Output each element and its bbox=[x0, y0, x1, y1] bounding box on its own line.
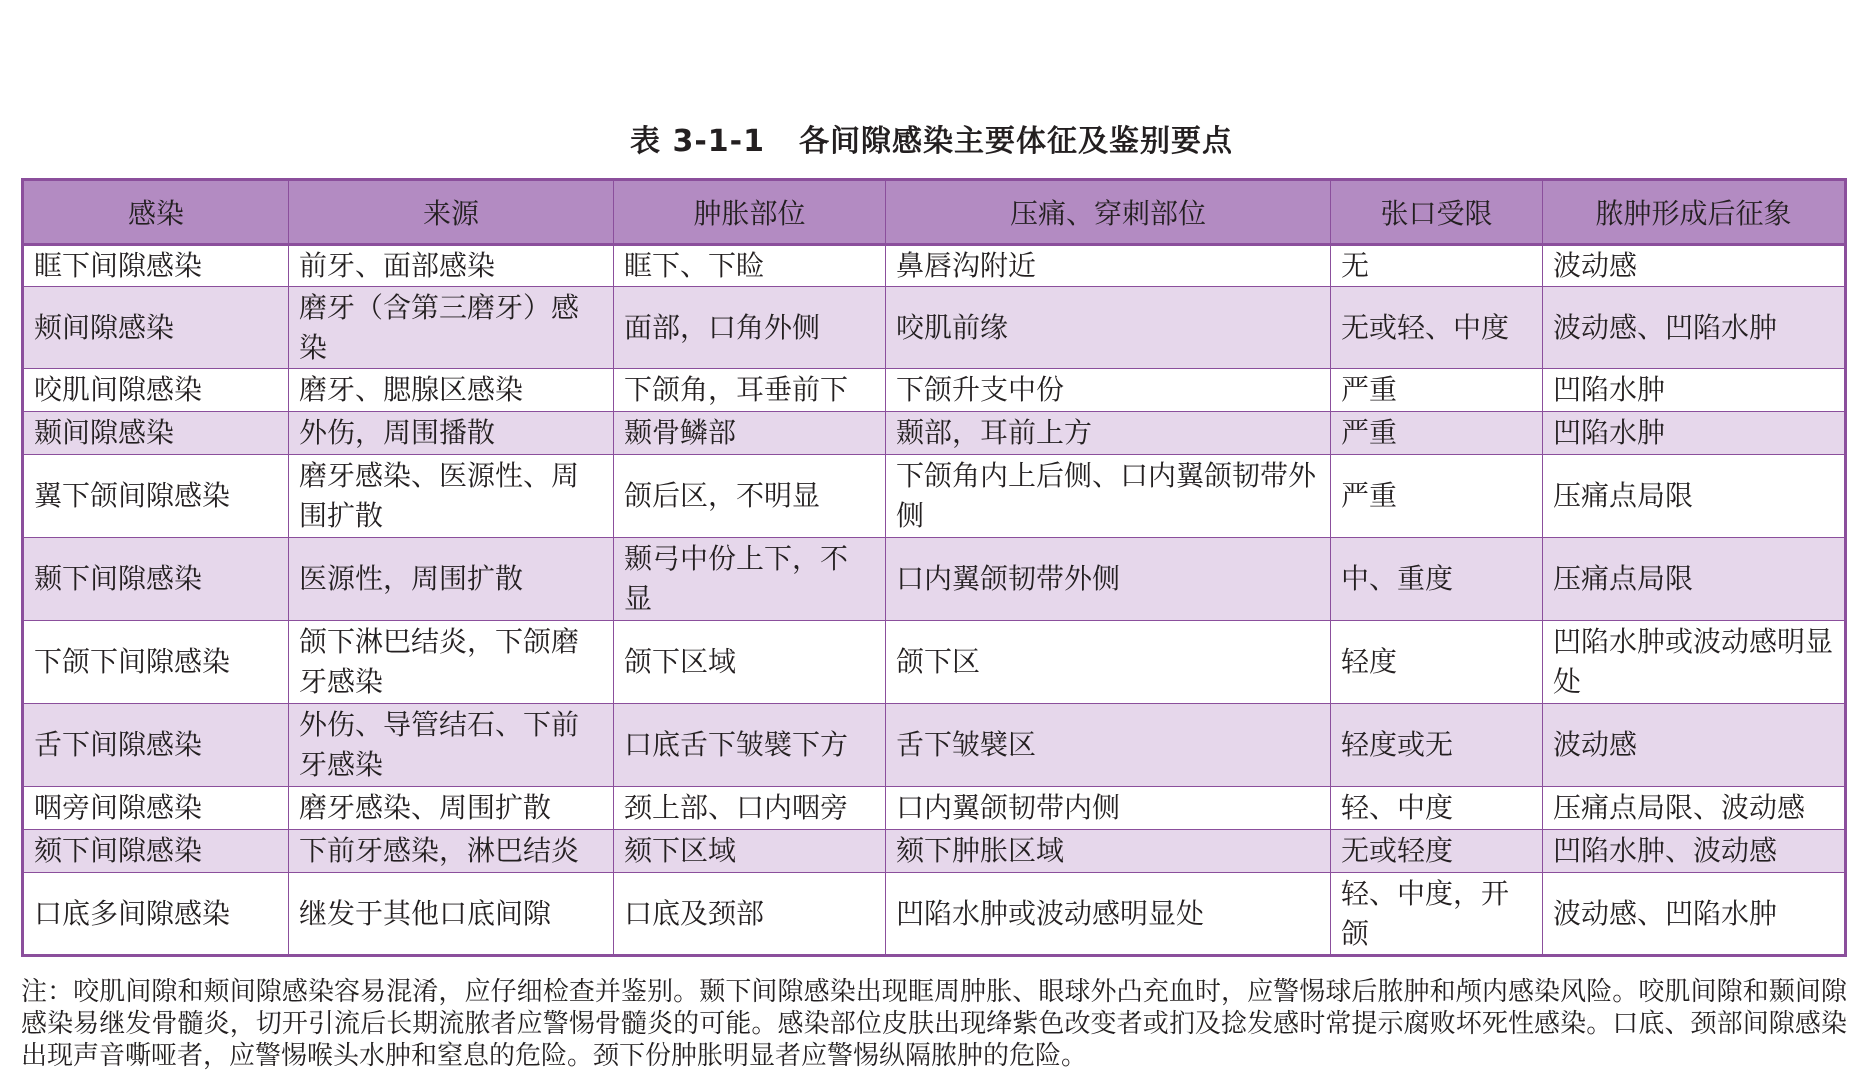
table-cell: 轻、中度 bbox=[1331, 787, 1543, 830]
column-header: 脓肿形成后征象 bbox=[1543, 180, 1846, 245]
table-cell: 颈上部、口内咽旁 bbox=[614, 787, 886, 830]
table-cell: 口底多间隙感染 bbox=[23, 873, 289, 956]
table-cell: 咬肌间隙感染 bbox=[23, 369, 289, 412]
infection-table bbox=[21, 178, 1847, 957]
table-cell: 凹陷水肿 bbox=[1543, 412, 1846, 455]
table-cell: 颌下淋巴结炎，下颌磨牙感染 bbox=[289, 621, 614, 704]
table-cell: 颊间隙感染 bbox=[23, 287, 289, 369]
table-cell: 下颌角，耳垂前下 bbox=[614, 369, 886, 412]
table-cell: 下颌下间隙感染 bbox=[23, 621, 289, 704]
table-cell: 颏下肿胀区域 bbox=[886, 830, 1331, 873]
table-cell: 中、重度 bbox=[1331, 538, 1543, 621]
table-cell: 严重 bbox=[1331, 412, 1543, 455]
table-cell: 严重 bbox=[1331, 455, 1543, 538]
table-cell: 波动感 bbox=[1543, 245, 1846, 287]
table-cell: 颌下区 bbox=[886, 621, 1331, 704]
table-cell: 严重 bbox=[1331, 369, 1543, 412]
table-cell: 颏下区域 bbox=[614, 830, 886, 873]
table-cell: 轻度或无 bbox=[1331, 704, 1543, 787]
table-cell: 磨牙（含第三磨牙）感染 bbox=[289, 287, 614, 369]
table-cell: 凹陷水肿、波动感 bbox=[1543, 830, 1846, 873]
table-cell: 压痛点局限、波动感 bbox=[1543, 787, 1846, 830]
table-cell: 舌下间隙感染 bbox=[23, 704, 289, 787]
table-cell: 口底及颈部 bbox=[614, 873, 886, 956]
table-title bbox=[0, 116, 1863, 160]
table-cell: 颏下间隙感染 bbox=[23, 830, 289, 873]
table-cell: 压痛点局限 bbox=[1543, 455, 1846, 538]
table-cell: 磨牙、腮腺区感染 bbox=[289, 369, 614, 412]
table-number: 表 3-1-1 bbox=[630, 124, 765, 159]
table-cell: 下颌角内上后侧、口内翼颌韧带外侧 bbox=[886, 455, 1331, 538]
table-cell: 磨牙感染、周围扩散 bbox=[289, 787, 614, 830]
table-cell: 口底舌下皱襞下方 bbox=[614, 704, 886, 787]
table-cell: 无或轻度 bbox=[1331, 830, 1543, 873]
table-cell: 波动感、凹陷水肿 bbox=[1543, 873, 1846, 956]
table-footnote: 注：咬肌间隙和颊间隙感染容易混淆，应仔细检查并鉴别。颞下间隙感染出现眶周肿胀、眼球外凸充血时，应警惕球后脓肿和颅内感染风险。咬肌间隙和颞间隙感染易继发骨髓炎，切开引流后长期流脓者应警惕骨髓炎的可能。感染部位皮肤出现绛紫色改变者或扪及捻发感时常提示腐败坏死性感染。口底、颈部间隙感染出现声音嘶哑者，应警惕喉头水肿和窒息的危险。颈下份肿胀明显者应警惕纵隔脓肿的危险。 bbox=[21, 977, 1847, 1071]
column-header: 感染 bbox=[23, 180, 289, 245]
column-header: 压痛、穿刺部位 bbox=[886, 180, 1331, 245]
table-cell: 轻度 bbox=[1331, 621, 1543, 704]
table-row bbox=[23, 787, 1846, 830]
table-title-text: 各间隙感染主要体征及鉴别要点 bbox=[798, 124, 1233, 159]
table-cell: 无或轻、中度 bbox=[1331, 287, 1543, 369]
table-cell: 压痛点局限 bbox=[1543, 538, 1846, 621]
table-cell: 轻、中度，开颌 bbox=[1331, 873, 1543, 956]
table-row bbox=[23, 245, 1846, 287]
table-row bbox=[23, 830, 1846, 873]
table-cell: 颌后区，不明显 bbox=[614, 455, 886, 538]
table-cell: 医源性，周围扩散 bbox=[289, 538, 614, 621]
column-header: 来源 bbox=[289, 180, 614, 245]
table-cell: 颞间隙感染 bbox=[23, 412, 289, 455]
column-header: 张口受限 bbox=[1331, 180, 1543, 245]
table-cell: 眶下间隙感染 bbox=[23, 245, 289, 287]
table-cell: 前牙、面部感染 bbox=[289, 245, 614, 287]
table-row bbox=[23, 369, 1846, 412]
table-row bbox=[23, 873, 1846, 956]
table-row bbox=[23, 538, 1846, 621]
table-cell: 舌下皱襞区 bbox=[886, 704, 1331, 787]
table-cell: 颞骨鳞部 bbox=[614, 412, 886, 455]
table-cell: 外伤，周围播散 bbox=[289, 412, 614, 455]
table-header-row bbox=[23, 180, 1846, 245]
table-cell: 下前牙感染，淋巴结炎 bbox=[289, 830, 614, 873]
table-cell: 口内翼颌韧带内侧 bbox=[886, 787, 1331, 830]
table-cell: 翼下颌间隙感染 bbox=[23, 455, 289, 538]
column-header: 肿胀部位 bbox=[614, 180, 886, 245]
table-cell: 颞弓中份上下，不显 bbox=[614, 538, 886, 621]
table-cell: 继发于其他口底间隙 bbox=[289, 873, 614, 956]
table-row bbox=[23, 455, 1846, 538]
table-cell: 颞下间隙感染 bbox=[23, 538, 289, 621]
table-row bbox=[23, 621, 1846, 704]
table-cell: 波动感 bbox=[1543, 704, 1846, 787]
table-row bbox=[23, 412, 1846, 455]
table-cell: 凹陷水肿 bbox=[1543, 369, 1846, 412]
table-cell: 咬肌前缘 bbox=[886, 287, 1331, 369]
table-row bbox=[23, 287, 1846, 369]
table-row bbox=[23, 704, 1846, 787]
table-cell: 外伤、导管结石、下前牙感染 bbox=[289, 704, 614, 787]
table-cell: 颞部，耳前上方 bbox=[886, 412, 1331, 455]
table-cell: 无 bbox=[1331, 245, 1543, 287]
table-cell: 下颌升支中份 bbox=[886, 369, 1331, 412]
table-cell: 凹陷水肿或波动感明显处 bbox=[1543, 621, 1846, 704]
table-cell: 口内翼颌韧带外侧 bbox=[886, 538, 1331, 621]
table-cell: 波动感、凹陷水肿 bbox=[1543, 287, 1846, 369]
table-cell: 眶下、下睑 bbox=[614, 245, 886, 287]
table-cell: 咽旁间隙感染 bbox=[23, 787, 289, 830]
table-cell: 鼻唇沟附近 bbox=[886, 245, 1331, 287]
table-cell: 颌下区域 bbox=[614, 621, 886, 704]
table-cell: 凹陷水肿或波动感明显处 bbox=[886, 873, 1331, 956]
table-cell: 面部，口角外侧 bbox=[614, 287, 886, 369]
table-cell: 磨牙感染、医源性、周围扩散 bbox=[289, 455, 614, 538]
